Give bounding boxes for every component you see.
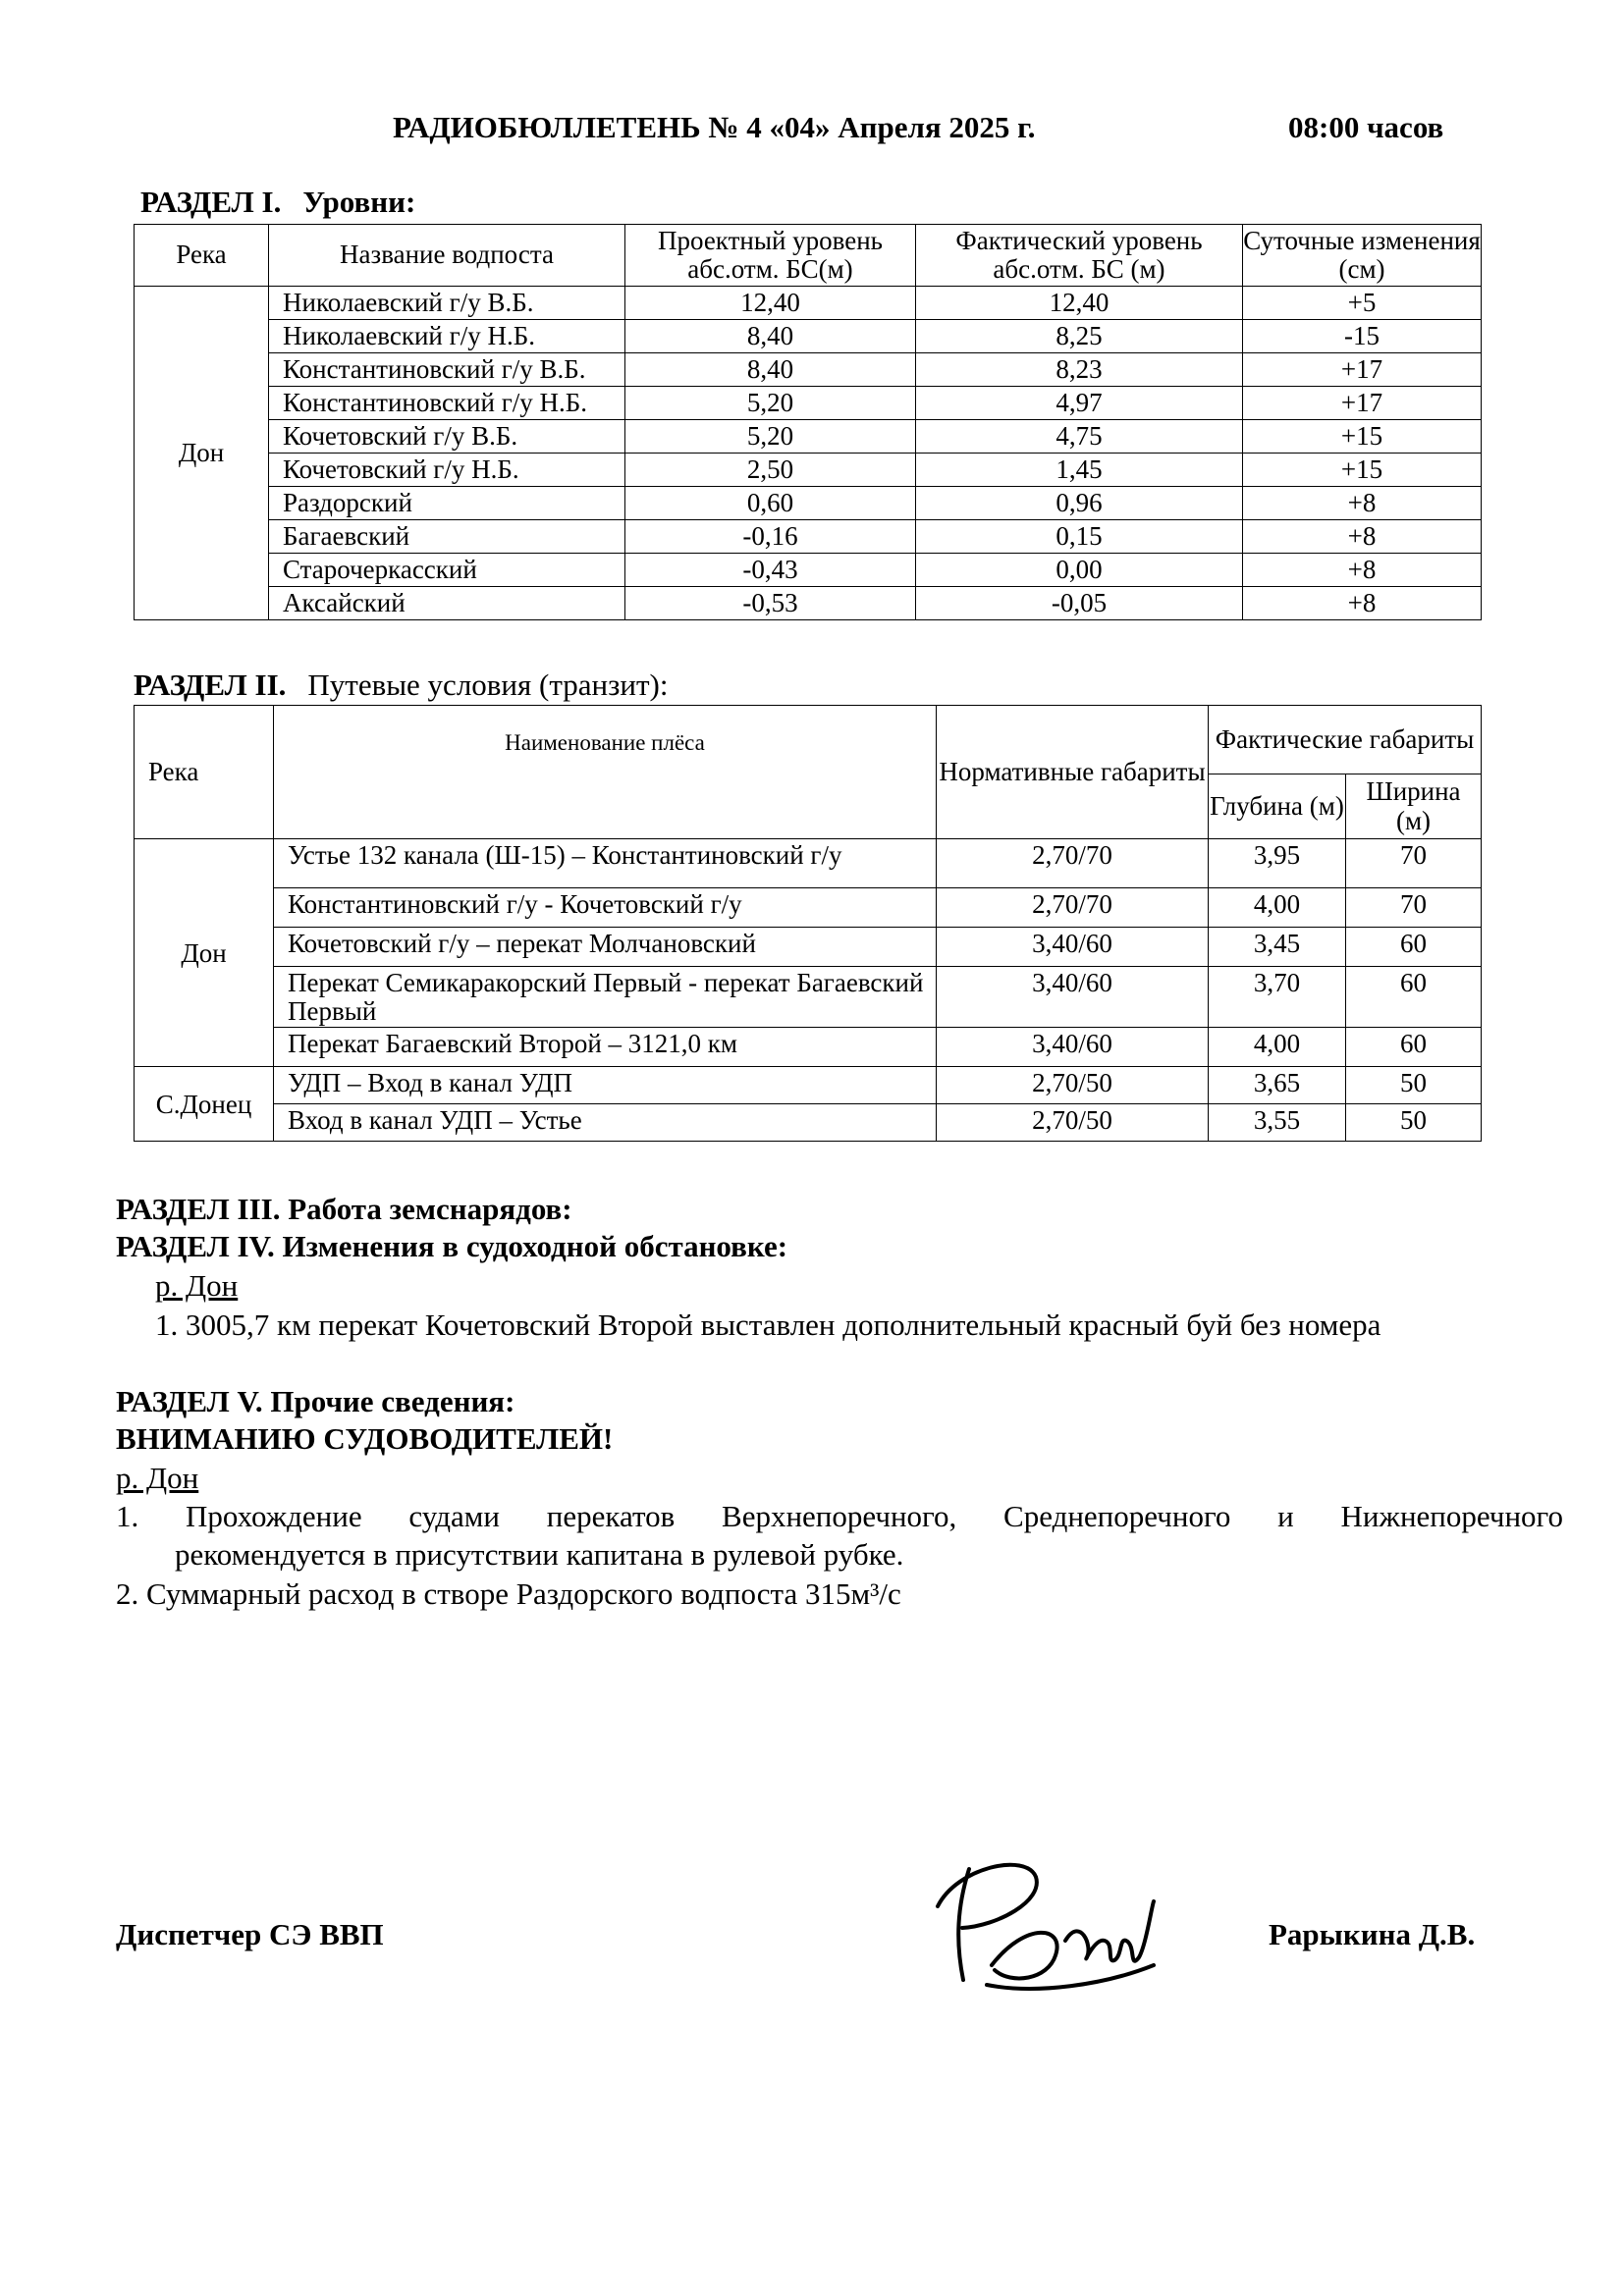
river-cell: С.Донец: [135, 1067, 274, 1142]
levels-row: [135, 420, 1482, 454]
actual-depth: 3,70: [1209, 967, 1346, 1028]
transit-table: [134, 705, 1482, 1142]
signer-name: Рарыкина Д.В.: [1269, 1917, 1476, 1951]
norm-dimensions: 2,70/50: [937, 1067, 1209, 1104]
actual-level: 0,15: [916, 520, 1243, 554]
station-name: Аксайский: [269, 587, 625, 620]
col-project-level: Проектный уровень абс.отм. БС(м): [625, 225, 916, 287]
project-level: 8,40: [625, 320, 916, 353]
transit-row: [135, 928, 1482, 967]
signer-position: Диспетчер СЭ ВВП: [116, 1917, 384, 1951]
section2-label: РАЗДЕЛ II.: [134, 667, 287, 702]
project-level: 5,20: [625, 420, 916, 454]
actual-width: 50: [1346, 1067, 1482, 1104]
actual-level: 12,40: [916, 287, 1243, 320]
daily-change: -15: [1243, 320, 1482, 353]
col-river: Река: [135, 706, 274, 839]
actual-width: 60: [1346, 928, 1482, 967]
col-depth: Глубина (м): [1209, 774, 1346, 839]
section5-item1-line1: 1. Прохождение судами перекатов Верхнепоречного, Среднепоречного и Нижнепоречного: [116, 1499, 1563, 1533]
section4-title: РАЗДЕЛ IV. Изменения в судоходной обстановке:: [116, 1229, 788, 1263]
project-level: -0,16: [625, 520, 916, 554]
actual-level: 4,97: [916, 387, 1243, 420]
actual-width: 70: [1346, 888, 1482, 928]
stretch-name: Перекат Семикаракорский Первый - перекат Багаевский Первый: [274, 967, 937, 1028]
station-name: Раздорский: [269, 487, 625, 520]
levels-body: [135, 287, 1482, 620]
transit-row: [135, 839, 1482, 888]
col-stretch: Наименование плёса: [274, 706, 937, 839]
actual-depth: 3,45: [1209, 928, 1346, 967]
col-width: Ширина (м): [1346, 774, 1482, 839]
bulletin-time: 08:00 часов: [1288, 110, 1444, 144]
actual-level: 4,75: [916, 420, 1243, 454]
transit-header-row1: [135, 706, 1482, 774]
transit-body: [135, 839, 1482, 1142]
actual-width: 60: [1346, 967, 1482, 1028]
bulletin-title: РАДИОБЮЛЛЕТЕНЬ № 4 «04» Апреля 2025 г.: [393, 110, 1036, 144]
col-actual-dimensions: Фактические габариты: [1209, 706, 1482, 774]
section2-title: Путевые условия (транзит):: [307, 667, 669, 702]
actual-level: 0,00: [916, 554, 1243, 587]
actual-level: 1,45: [916, 454, 1243, 487]
station-name: Кочетовский г/у Н.Б.: [269, 454, 625, 487]
daily-change: +8: [1243, 487, 1482, 520]
daily-change: +17: [1243, 353, 1482, 387]
stretch-name: УДП – Вход в канал УДП: [274, 1067, 937, 1104]
section4-item: 1. 3005,7 км перекат Кочетовский Второй выставлен дополнительный красный буй без номера: [155, 1308, 1381, 1342]
actual-depth: 4,00: [1209, 888, 1346, 928]
project-level: 0,60: [625, 487, 916, 520]
actual-depth: 3,65: [1209, 1067, 1346, 1104]
norm-dimensions: 3,40/60: [937, 928, 1209, 967]
signature-icon: [918, 1847, 1173, 1995]
project-level: 5,20: [625, 387, 916, 420]
station-name: Старочеркасский: [269, 554, 625, 587]
river-cell: Дон: [135, 287, 269, 620]
norm-dimensions: 2,70/70: [937, 839, 1209, 888]
stretch-name: Кочетовский г/у – перекат Молчановский: [274, 928, 937, 967]
actual-level: 0,96: [916, 487, 1243, 520]
actual-width: 70: [1346, 839, 1482, 888]
actual-width: 60: [1346, 1028, 1482, 1067]
station-name: Николаевский г/у Н.Б.: [269, 320, 625, 353]
norm-dimensions: 2,70/70: [937, 888, 1209, 928]
norm-dimensions: 2,70/50: [937, 1104, 1209, 1142]
actual-width: 50: [1346, 1104, 1482, 1142]
transit-row: [135, 1067, 1482, 1104]
actual-level: 8,23: [916, 353, 1243, 387]
station-name: Константиновский г/у Н.Б.: [269, 387, 625, 420]
levels-row: [135, 587, 1482, 620]
daily-change: +15: [1243, 454, 1482, 487]
station-name: Николаевский г/у В.Б.: [269, 287, 625, 320]
project-level: -0,43: [625, 554, 916, 587]
levels-table: [134, 224, 1482, 620]
section1-title: Уровни:: [302, 185, 416, 219]
handwritten-signature: [918, 1847, 1173, 2000]
daily-change: +8: [1243, 520, 1482, 554]
daily-change: +8: [1243, 554, 1482, 587]
section1-label: РАЗДЕЛ I.: [140, 185, 282, 219]
transit-row: [135, 967, 1482, 1028]
stretch-name: Устье 132 канала (Ш-15) – Константиновский г/у: [274, 839, 937, 888]
norm-dimensions: 3,40/60: [937, 967, 1209, 1028]
actual-level: -0,05: [916, 587, 1243, 620]
actual-depth: 3,55: [1209, 1104, 1346, 1142]
station-name: Кочетовский г/у В.Б.: [269, 420, 625, 454]
daily-change: +5: [1243, 287, 1482, 320]
transit-row: [135, 1104, 1482, 1142]
levels-row: [135, 287, 1482, 320]
section1-heading: [140, 185, 437, 220]
col-norm-dimensions: Нормативные габариты: [937, 706, 1209, 839]
stretch-name: Вход в канал УДП – Устье: [274, 1104, 937, 1142]
col-river: Река: [135, 225, 269, 287]
station-name: Багаевский: [269, 520, 625, 554]
project-level: 2,50: [625, 454, 916, 487]
section5-title: РАЗДЕЛ V. Прочие сведения:: [116, 1384, 515, 1418]
levels-row: [135, 554, 1482, 587]
levels-row: [135, 387, 1482, 420]
stretch-name: Перекат Багаевский Второй – 3121,0 км: [274, 1028, 937, 1067]
levels-row: [135, 487, 1482, 520]
attention-heading: ВНИМАНИЮ СУДОВОДИТЕЛЕЙ!: [116, 1421, 614, 1456]
river-cell: Дон: [135, 839, 274, 1067]
actual-depth: 3,95: [1209, 839, 1346, 888]
section5-river: р. Дон: [116, 1461, 199, 1495]
col-daily-change: Суточные изменения (см): [1243, 225, 1482, 287]
actual-depth: 4,00: [1209, 1028, 1346, 1067]
station-name: Константиновский г/у В.Б.: [269, 353, 625, 387]
levels-row: [135, 353, 1482, 387]
levels-row: [135, 320, 1482, 353]
levels-row: [135, 454, 1482, 487]
section2-heading: [134, 667, 668, 703]
levels-row: [135, 520, 1482, 554]
col-actual-level: Фактический уровень абс.отм. БС (м): [916, 225, 1243, 287]
project-level: 12,40: [625, 287, 916, 320]
col-station: Название водпоста: [269, 225, 625, 287]
section5-item1-line2: рекомендуется в присутствии капитана в рулевой рубке.: [175, 1537, 904, 1572]
section3-title: РАЗДЕЛ III. Работа земснарядов:: [116, 1192, 572, 1226]
daily-change: +17: [1243, 387, 1482, 420]
project-level: 8,40: [625, 353, 916, 387]
daily-change: +15: [1243, 420, 1482, 454]
actual-level: 8,25: [916, 320, 1243, 353]
norm-dimensions: 3,40/60: [937, 1028, 1209, 1067]
project-level: -0,53: [625, 587, 916, 620]
section4-river: р. Дон: [155, 1268, 239, 1303]
stretch-name: Константиновский г/у - Кочетовский г/у: [274, 888, 937, 928]
daily-change: +8: [1243, 587, 1482, 620]
transit-row: [135, 888, 1482, 928]
transit-row: [135, 1028, 1482, 1067]
section5-item2: 2. Суммарный расход в створе Раздорского водпоста 315м³/с: [116, 1576, 901, 1611]
levels-header-row: [135, 225, 1482, 287]
